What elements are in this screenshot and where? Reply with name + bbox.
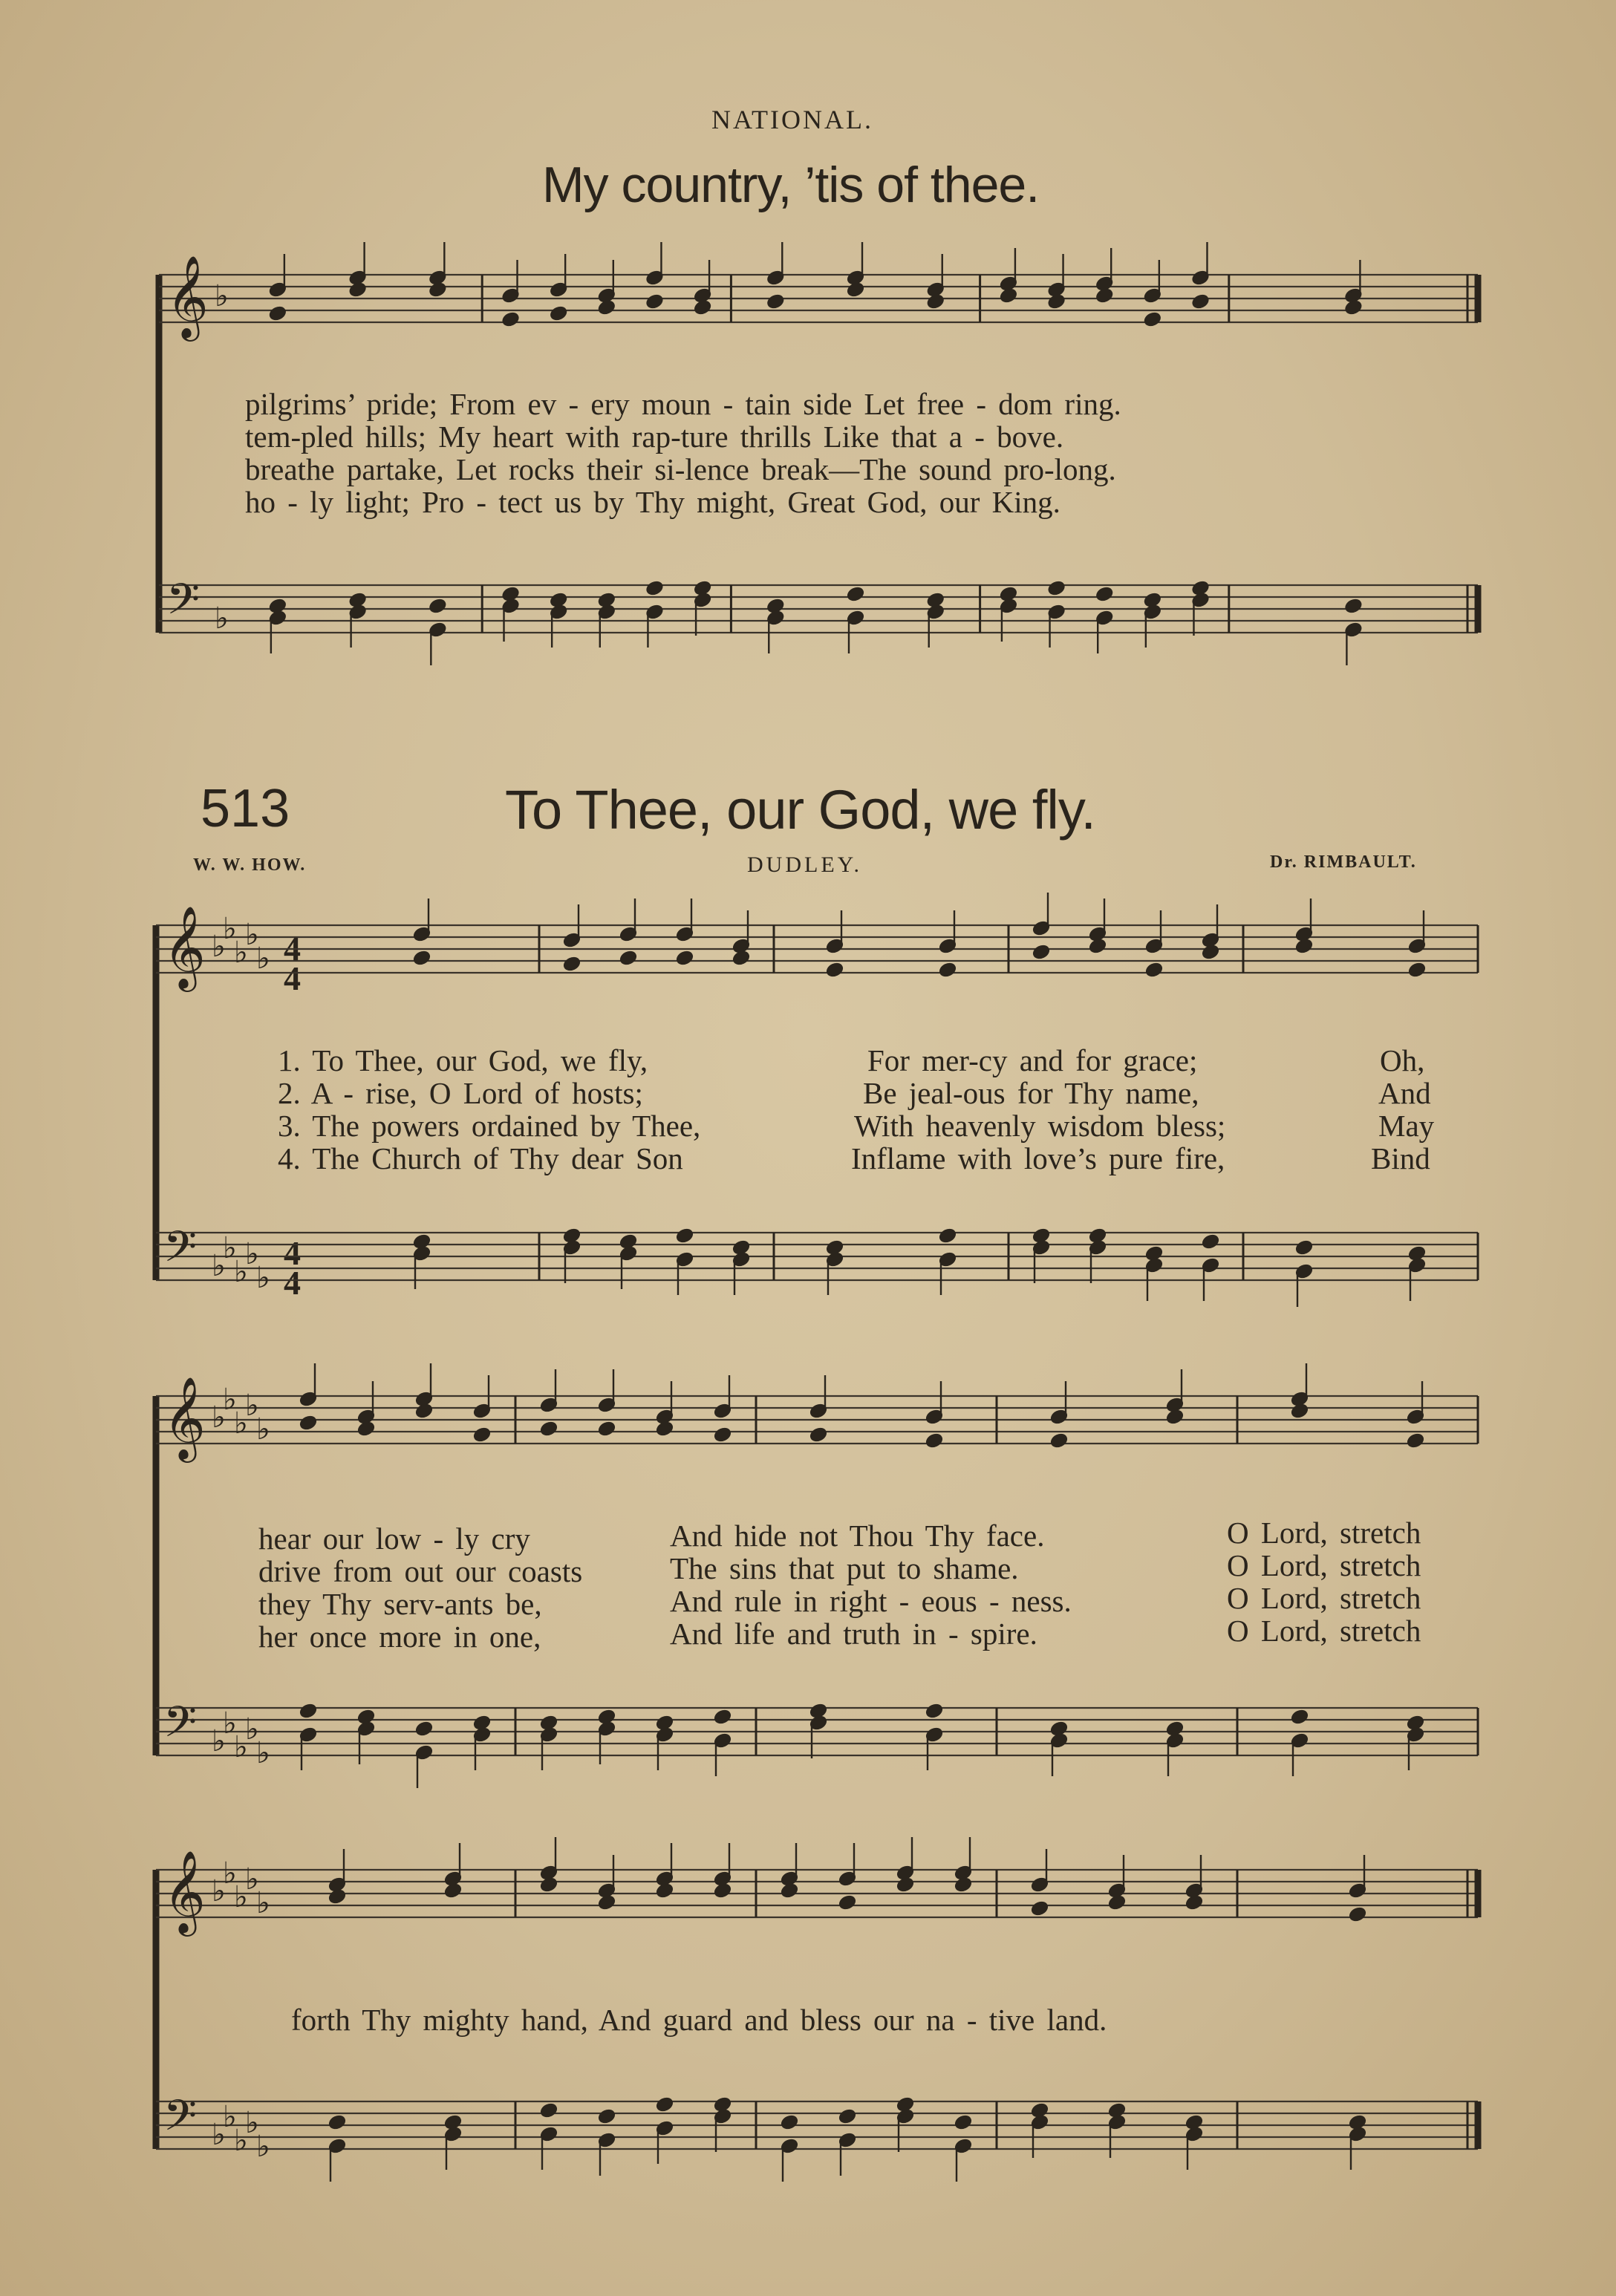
flat-sign-icon: ♭ xyxy=(223,1231,237,1265)
note-head xyxy=(269,305,287,321)
note-head xyxy=(619,950,637,965)
note-head xyxy=(645,293,663,309)
note-head xyxy=(1108,1894,1126,1910)
verse-line-1: And hide not Thou Thy face. xyxy=(670,1519,1045,1553)
bass-clef-icon: 𝄢 xyxy=(163,1222,198,1282)
time-signature-bass: 4 4 xyxy=(284,1234,301,1302)
verse-line-3: O Lord, stretch xyxy=(1227,1581,1421,1615)
verse-line-1: hear our low - ly cry xyxy=(258,1522,530,1556)
note-head xyxy=(954,2114,972,2130)
note-head xyxy=(1344,598,1362,613)
note-head xyxy=(299,1703,317,1718)
note-head xyxy=(1089,938,1107,953)
verse-line-4: her once more in one, xyxy=(258,1620,541,1654)
note-head xyxy=(540,2102,558,2118)
note-head xyxy=(847,281,864,297)
note-head xyxy=(1048,580,1066,596)
verse-line-3: they Thy serv-ants be, xyxy=(258,1587,542,1621)
verse-line-1: For mer-cy and for grace; xyxy=(867,1043,1198,1077)
flat-sign-icon: ♭ xyxy=(256,1261,270,1295)
note-head xyxy=(1349,1906,1366,1922)
flat-sign-icon: ♭ xyxy=(245,1389,259,1423)
bass-clef-icon: 𝄢 xyxy=(163,1697,198,1758)
note-head xyxy=(598,1894,616,1910)
flat-sign-icon: ♭ xyxy=(256,942,270,976)
note-head xyxy=(781,2114,798,2130)
flat-sign-icon: ♭ xyxy=(212,1874,226,1908)
verse-line-3: 3. The powers ordained by Thee, xyxy=(278,1109,701,1143)
note-head xyxy=(645,580,663,596)
bass-staff xyxy=(156,1233,1478,1280)
note-head xyxy=(444,1882,462,1898)
hymn-a-verse-line: breathe partake, Let rocks their si-lence break—The sound pro-long. xyxy=(245,452,1116,486)
note-head xyxy=(598,2108,616,2124)
note-head xyxy=(781,1882,798,1898)
note-head xyxy=(357,1421,375,1436)
note-head xyxy=(550,305,567,321)
section-heading: NATIONAL. xyxy=(711,105,873,134)
note-head xyxy=(838,2108,856,2124)
note-head xyxy=(656,1421,674,1436)
note-head xyxy=(954,1876,972,1892)
note-head xyxy=(1145,962,1163,977)
note-head xyxy=(1344,299,1362,315)
verse-line-3: May xyxy=(1378,1109,1435,1143)
flat-sign-icon: ♭ xyxy=(223,2100,237,2134)
verse-line-1: 1. To Thee, our God, we fly, xyxy=(278,1043,648,1077)
bass-clef-icon: 𝄢 xyxy=(166,574,201,635)
note-head xyxy=(1000,287,1017,303)
note-head xyxy=(540,1421,558,1436)
verse-line-2: drive from out our coasts xyxy=(258,1554,583,1588)
note-head xyxy=(1095,586,1113,601)
note-head xyxy=(540,1876,558,1892)
treble-clef-icon: 𝄞 xyxy=(166,255,209,338)
flat-sign-icon: ♭ xyxy=(223,912,237,946)
verse-line-final: forth Thy mighty hand, And guard and bless our na - tive land. xyxy=(291,2003,1107,2037)
verse-line-2: The sins that put to shame. xyxy=(670,1551,1019,1585)
flat-sign-icon: ♭ xyxy=(245,1237,259,1271)
flat-sign-icon: ♭ xyxy=(256,1886,270,1920)
note-head xyxy=(1191,293,1209,309)
note-head xyxy=(1407,1432,1424,1448)
note-head xyxy=(413,950,431,965)
hymn-b-title: To Thee, our God, we fly. xyxy=(505,779,1095,841)
note-head xyxy=(656,2096,674,2112)
note-head xyxy=(1144,311,1162,327)
flat-sign-icon: ♭ xyxy=(245,2106,259,2140)
verse-line-2: 2. A - rise, O Lord of hosts; xyxy=(278,1076,643,1110)
verse-line-1: O Lord, stretch xyxy=(1227,1516,1421,1550)
note-head xyxy=(429,281,446,297)
flat-sign-icon: ♭ xyxy=(212,930,226,964)
note-head xyxy=(328,2114,346,2130)
note-head xyxy=(598,299,616,315)
note-head xyxy=(328,1888,346,1904)
treble-staff xyxy=(156,925,1478,973)
flat-sign-icon: ♭ xyxy=(234,1406,248,1441)
flat-sign-icon: ♭ xyxy=(212,1400,226,1435)
note-head xyxy=(847,586,864,601)
note-head xyxy=(1095,287,1113,303)
flat-sign-icon: ♭ xyxy=(223,1383,237,1417)
verse-line-2: And xyxy=(1378,1076,1431,1110)
note-head xyxy=(1202,1233,1219,1249)
hymn-a-verse-line: ho - ly light; Pro - tect us by Thy might, Great God, our King. xyxy=(245,485,1060,519)
hymn-a-verse-line: pilgrims’ pride; From ev - ery moun - tain side Let free - dom ring. xyxy=(245,387,1121,421)
note-head xyxy=(1050,1432,1068,1448)
note-head xyxy=(927,293,945,309)
flat-sign-icon: ♭ xyxy=(256,2130,270,2164)
time-signature-treble: 4 4 xyxy=(284,930,301,997)
note-head xyxy=(939,962,957,977)
note-head xyxy=(838,1894,856,1910)
note-head xyxy=(501,311,519,327)
flat-sign-icon: ♭ xyxy=(234,1880,248,1914)
bass-clef-icon: 𝄢 xyxy=(163,2090,198,2151)
note-head xyxy=(925,1703,943,1718)
note-head xyxy=(1295,938,1313,953)
flat-sign-icon: ♭ xyxy=(256,1412,270,1447)
note-head xyxy=(1202,944,1219,959)
flat-sign-icon: ♭ xyxy=(212,1249,226,1283)
note-head xyxy=(299,1415,317,1430)
note-head xyxy=(676,950,694,965)
flat-sign-icon: ♭ xyxy=(223,1856,237,1891)
flat-sign-icon: ♭ xyxy=(256,1736,270,1770)
verse-line-1: Oh, xyxy=(1380,1043,1425,1077)
note-head xyxy=(598,1421,616,1436)
flat-sign-icon: ♭ xyxy=(245,918,259,952)
hymn-a-verse-line: tem-pled hills; My heart with rap-ture thrills Like that a - bove. xyxy=(245,420,1064,454)
hymn-a-title: My country, ’tis of thee. xyxy=(542,157,1040,213)
note-head xyxy=(826,962,844,977)
composer-credit: Dr. RIMBAULT. xyxy=(1270,852,1417,872)
verse-line-4: And life and truth in - spire. xyxy=(670,1617,1037,1651)
note-head xyxy=(1291,1403,1309,1418)
note-head xyxy=(1185,1894,1203,1910)
flat-sign-icon: ♭ xyxy=(212,2118,226,2152)
treble-clef-icon: 𝄞 xyxy=(163,1850,206,1933)
note-head xyxy=(1295,1239,1313,1255)
note-head xyxy=(714,1709,732,1724)
treble-clef-icon: 𝄞 xyxy=(163,905,206,988)
verse-line-4: O Lord, stretch xyxy=(1227,1614,1421,1648)
flat-sign-icon: ♭ xyxy=(234,1730,248,1764)
note-head xyxy=(1048,293,1066,309)
verse-line-4: Bind xyxy=(1371,1141,1430,1175)
note-head xyxy=(714,1426,732,1442)
note-head xyxy=(1031,1900,1049,1916)
flat-sign-icon: ♭ xyxy=(245,1862,259,1897)
note-head xyxy=(1166,1409,1184,1424)
note-head xyxy=(676,1227,694,1243)
note-head xyxy=(694,299,711,315)
flat-sign-icon: ♭ xyxy=(215,279,229,313)
note-head xyxy=(766,293,784,309)
note-head xyxy=(714,1882,732,1898)
note-head xyxy=(1032,944,1050,959)
note-head xyxy=(925,1432,943,1448)
note-head xyxy=(473,1426,491,1442)
note-head xyxy=(1291,1709,1309,1724)
note-head xyxy=(809,1426,827,1442)
verse-line-4: Inflame with love’s pure fire, xyxy=(851,1141,1225,1175)
flat-sign-icon: ♭ xyxy=(223,1706,237,1741)
flat-sign-icon: ♭ xyxy=(234,2124,248,2158)
note-head xyxy=(939,1227,957,1243)
tune-name: DUDLEY. xyxy=(747,852,862,877)
flat-sign-icon: ♭ xyxy=(215,601,229,636)
note-head xyxy=(896,1876,914,1892)
note-head xyxy=(415,1721,433,1736)
author-credit: W. W. HOW. xyxy=(193,855,307,875)
verse-line-2: O Lord, stretch xyxy=(1227,1548,1421,1582)
verse-line-4: 4. The Church of Thy dear Son xyxy=(278,1141,683,1175)
flat-sign-icon: ♭ xyxy=(245,1712,259,1747)
note-head xyxy=(429,598,446,613)
hymn-number: 513 xyxy=(201,779,290,838)
flat-sign-icon: ♭ xyxy=(234,936,248,970)
verse-line-3: With heavenly wisdom bless; xyxy=(854,1109,1226,1143)
treble-staff xyxy=(156,1870,1478,1917)
note-head xyxy=(415,1403,433,1418)
flat-sign-icon: ♭ xyxy=(212,1724,226,1758)
note-head xyxy=(1408,962,1426,977)
verse-line-3: And rule in right - eous - ness. xyxy=(670,1584,1072,1618)
verse-line-2: Be jeal-ous for Thy name, xyxy=(863,1076,1199,1110)
flat-sign-icon: ♭ xyxy=(234,1255,248,1289)
note-head xyxy=(563,956,581,971)
treble-clef-icon: 𝄞 xyxy=(163,1376,206,1459)
note-head xyxy=(656,1882,674,1898)
note-head xyxy=(732,950,750,965)
bass-staff xyxy=(156,2101,1478,2149)
note-head xyxy=(349,281,367,297)
